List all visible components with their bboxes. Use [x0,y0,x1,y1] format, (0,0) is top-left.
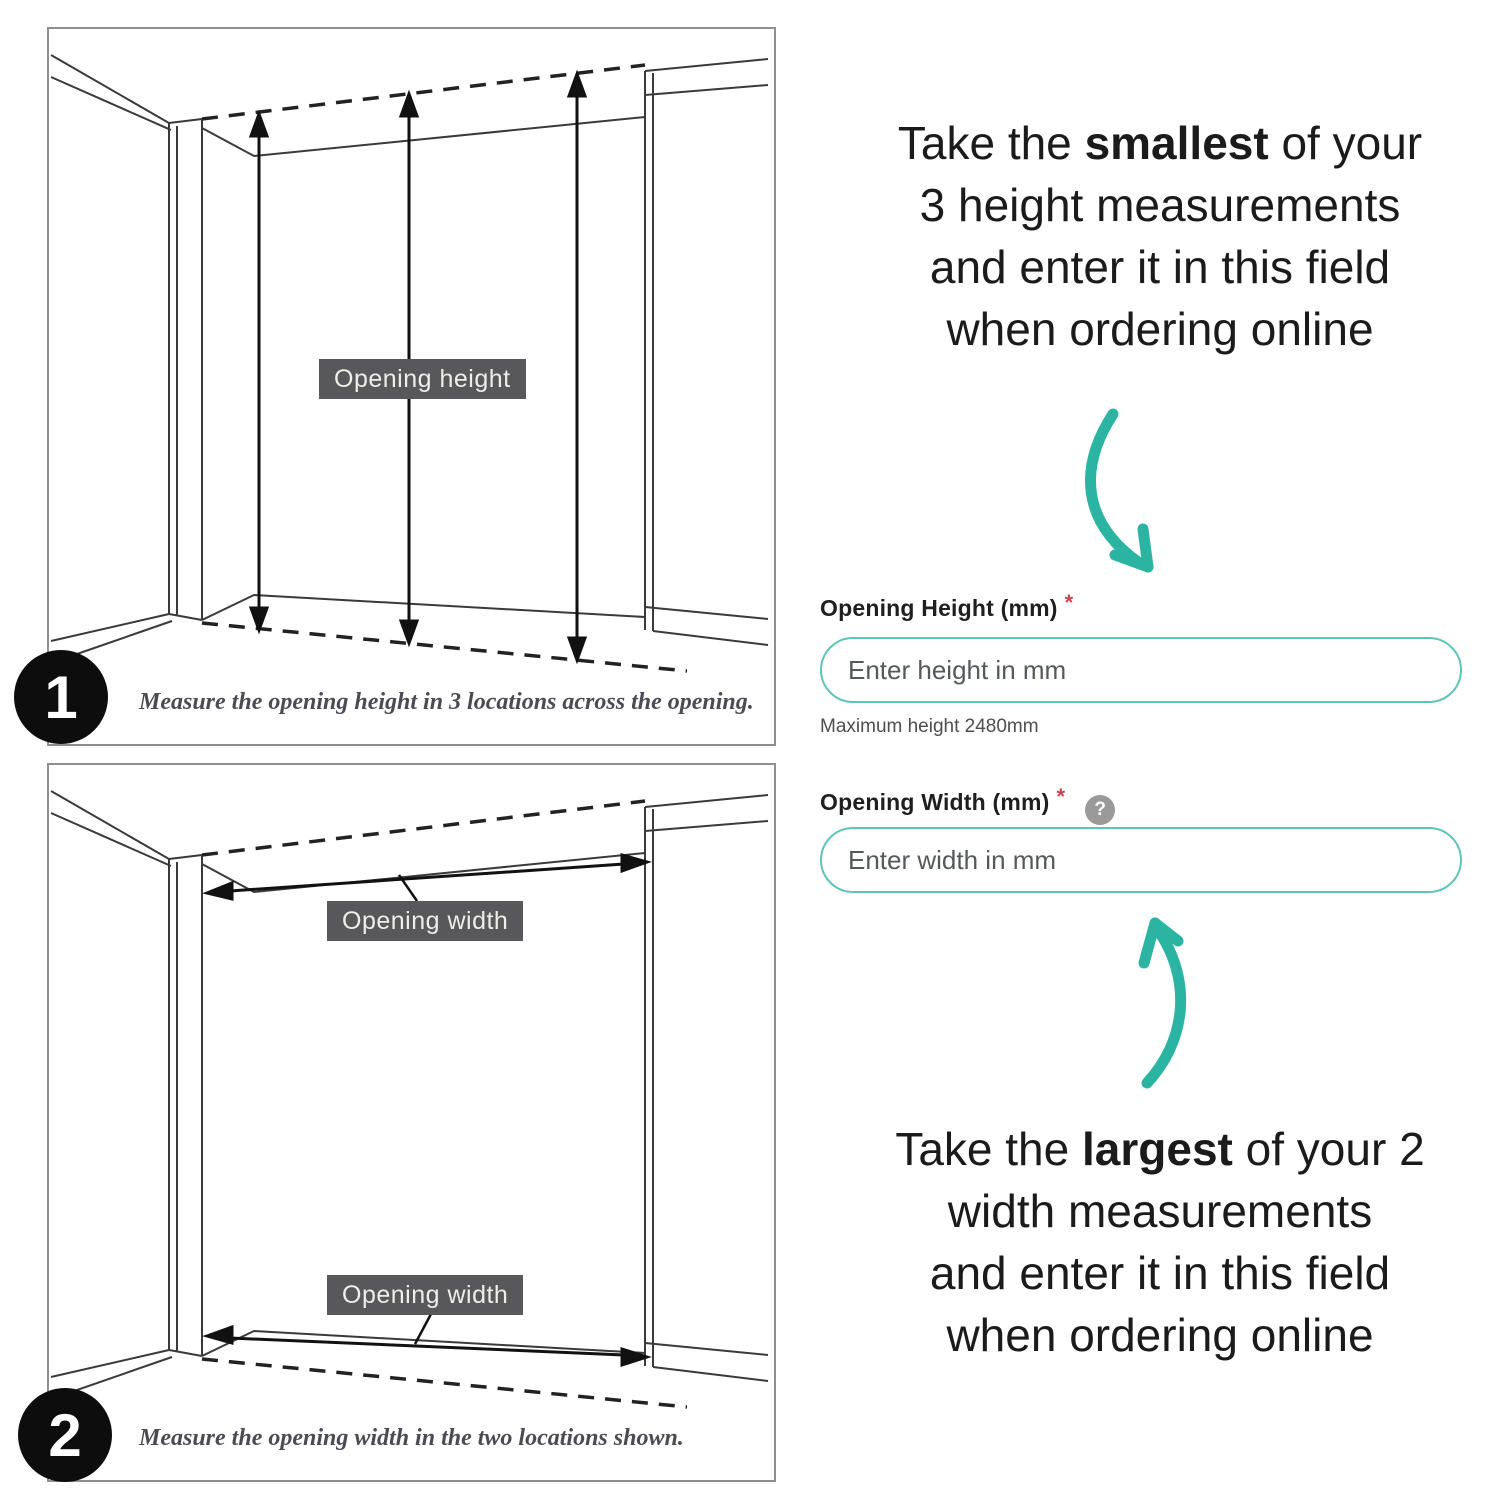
instruction-line: Take the smallest of your [897,117,1423,169]
required-asterisk: * [1056,784,1066,809]
instruction-line: and enter it in this field [929,241,1391,293]
curved-arrow-down-icon [1058,400,1198,585]
instruction-line: when ordering online [946,1309,1374,1361]
max-height-note: Maximum height 2480mm [820,716,1039,737]
diagram-1-caption: Measure the opening height in 3 locations across the opening. [139,689,754,715]
opening-width-field-label: Opening Width (mm) *? [820,784,1115,825]
curved-arrow-up-icon [1100,905,1225,1100]
instruction-line: when ordering online [946,303,1374,355]
instruction-line: Take the largest of your 2 [895,1123,1425,1175]
width-instruction-text [828,1118,1492,1366]
opening-width-input[interactable] [820,827,1462,893]
step-1-badge: 1 [14,650,108,744]
diagram-step-1 [47,27,776,746]
instruction-line: and enter it in this field [929,1247,1391,1299]
opening-height-input[interactable] [820,637,1462,703]
opening-width-label-bottom: Opening width [327,1275,523,1315]
diagram-step-2 [47,763,776,1482]
help-icon[interactable]: ? [1085,795,1115,825]
opening-height-diagram [49,29,770,677]
opening-width-label-top: Opening width [327,901,523,941]
opening-height-label: Opening height [319,359,526,399]
measure-guide-dashed-lines [202,801,687,1407]
opening-width-diagram [49,765,770,1413]
height-instruction-text [828,112,1492,360]
required-asterisk: * [1064,590,1074,615]
step-2-badge: 2 [18,1388,112,1482]
diagram-2-caption: Measure the opening width in the two locations shown. [139,1425,684,1451]
instruction-line: width measurements [947,1185,1373,1237]
opening-height-field-label: Opening Height (mm) * [820,590,1074,621]
instruction-line: 3 height measurements [919,179,1401,231]
